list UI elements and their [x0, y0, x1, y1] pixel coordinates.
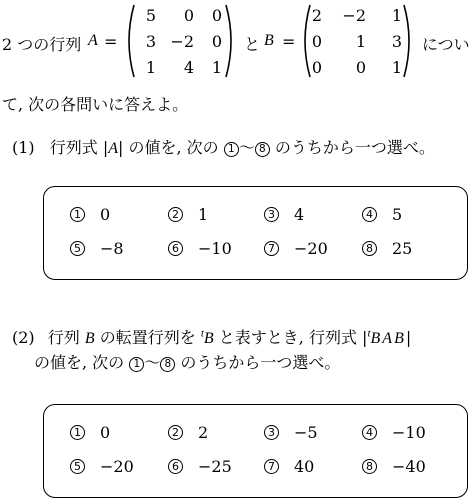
matrix-b-cell: 3 [391, 32, 402, 51]
question-1-options-box [43, 186, 468, 280]
question-2-options-box [43, 404, 468, 498]
matrix-b-cell: 0 [355, 58, 366, 77]
answer-value: 4 [294, 205, 305, 224]
question-1-number: (1) [12, 138, 35, 157]
intro-lead: 2 つの行列 [2, 35, 82, 54]
matrix-a-cell: 4 [183, 58, 194, 77]
question-2-text-b: の転置行列を [99, 328, 196, 347]
answer-value: 0 [100, 205, 111, 224]
question-1-text [12, 135, 435, 158]
answer-value: 5 [392, 205, 403, 224]
question-2-bar: | [405, 328, 412, 347]
matrix-a [124, 2, 236, 80]
answer-value: 1 [198, 205, 209, 224]
circled-8-icon: 8 [160, 357, 175, 372]
question-2-var: B [84, 330, 95, 347]
matrix-a-cell: 1 [145, 58, 156, 77]
question-2-text-line-2 [34, 350, 340, 373]
transpose-superscript: t [367, 327, 371, 340]
answer-value: 25 [392, 239, 413, 258]
tilde: 〜 [238, 138, 255, 157]
question-1-text-b: | の値を, 次の [118, 138, 219, 157]
circled-number-icon: 1 [70, 207, 85, 222]
circled-number-icon: 5 [70, 459, 85, 474]
question-2-number: (2) [12, 328, 35, 347]
matrix-a-symbol: A [88, 32, 98, 49]
answer-value: 0 [100, 423, 111, 442]
answer-value: −20 [294, 239, 328, 258]
answer-value: −20 [100, 457, 134, 476]
matrix-a-cell: 0 [183, 6, 194, 25]
circled-number-icon: 3 [264, 425, 279, 440]
circled-number-icon: 4 [362, 207, 377, 222]
matrix-b-cell: 2 [311, 6, 322, 25]
circled-number-icon: 7 [264, 459, 279, 474]
question-2-text-c: と表すとき, 行列式 | [218, 328, 368, 347]
answer-value: −10 [392, 423, 426, 442]
circled-8-icon: 8 [255, 142, 270, 157]
answer-value: −10 [198, 239, 232, 258]
question-1-var: A [108, 140, 119, 157]
matrix-b-cell: −2 [342, 6, 366, 25]
matrix-a-cell: 5 [145, 6, 156, 25]
intro-to: と [244, 35, 261, 54]
matrix-b-cell: 1 [355, 32, 366, 51]
circled-number-icon: 3 [264, 207, 279, 222]
circled-1-icon: 1 [224, 142, 239, 157]
circled-number-icon: 2 [168, 207, 183, 222]
question-1-text-a: 行列式 | [49, 138, 109, 157]
question-2-line2-b: のうちから一つ選べ。 [180, 353, 341, 372]
matrix-a-cell: 0 [211, 32, 222, 51]
matrix-a-cell: −2 [170, 32, 194, 51]
circled-1-icon: 1 [129, 357, 144, 372]
question-2-var-2: B [203, 330, 214, 347]
answer-value: 2 [198, 423, 209, 442]
matrix-b-symbol: B [264, 32, 274, 49]
circled-number-icon: 7 [264, 241, 279, 256]
answer-value: −40 [392, 457, 426, 476]
answer-value: 40 [294, 457, 315, 476]
matrix-a-cell: 0 [211, 6, 222, 25]
question-2-expr: BAB [370, 330, 406, 347]
answer-value: −8 [100, 239, 124, 258]
tilde: 〜 [144, 353, 161, 372]
circled-number-icon: 6 [168, 241, 183, 256]
circled-number-icon: 8 [362, 459, 377, 474]
circled-number-icon: 6 [168, 459, 183, 474]
circled-number-icon: 4 [362, 425, 377, 440]
matrix-b [300, 2, 414, 80]
intro-line-2: て, 次の各問いに答えよ。 [2, 95, 189, 114]
transpose-superscript: t [200, 327, 204, 340]
circled-number-icon: 8 [362, 241, 377, 256]
answer-value: −25 [198, 457, 232, 476]
matrix-b-cell: 0 [311, 32, 322, 51]
matrix-b-cell: 1 [391, 58, 402, 77]
matrix-a-cell: 3 [145, 32, 156, 51]
circled-number-icon: 5 [70, 241, 85, 256]
circled-number-icon: 1 [70, 425, 85, 440]
intro-tail: につい [422, 35, 470, 54]
question-2-text-line-1 [12, 325, 411, 348]
question-2-line2-a: の値を, 次の [34, 353, 125, 372]
matrix-b-cell: 0 [311, 58, 322, 77]
matrix-b-cell: 1 [391, 6, 402, 25]
question-1-text-c: のうちから一つ選べ。 [274, 138, 435, 157]
answer-value: −5 [294, 423, 318, 442]
equals-sign: = [282, 32, 296, 51]
circled-number-icon: 2 [168, 425, 183, 440]
equals-sign: = [104, 32, 118, 51]
matrix-a-cell: 1 [211, 58, 222, 77]
question-2-text-a: 行列 [47, 328, 80, 347]
